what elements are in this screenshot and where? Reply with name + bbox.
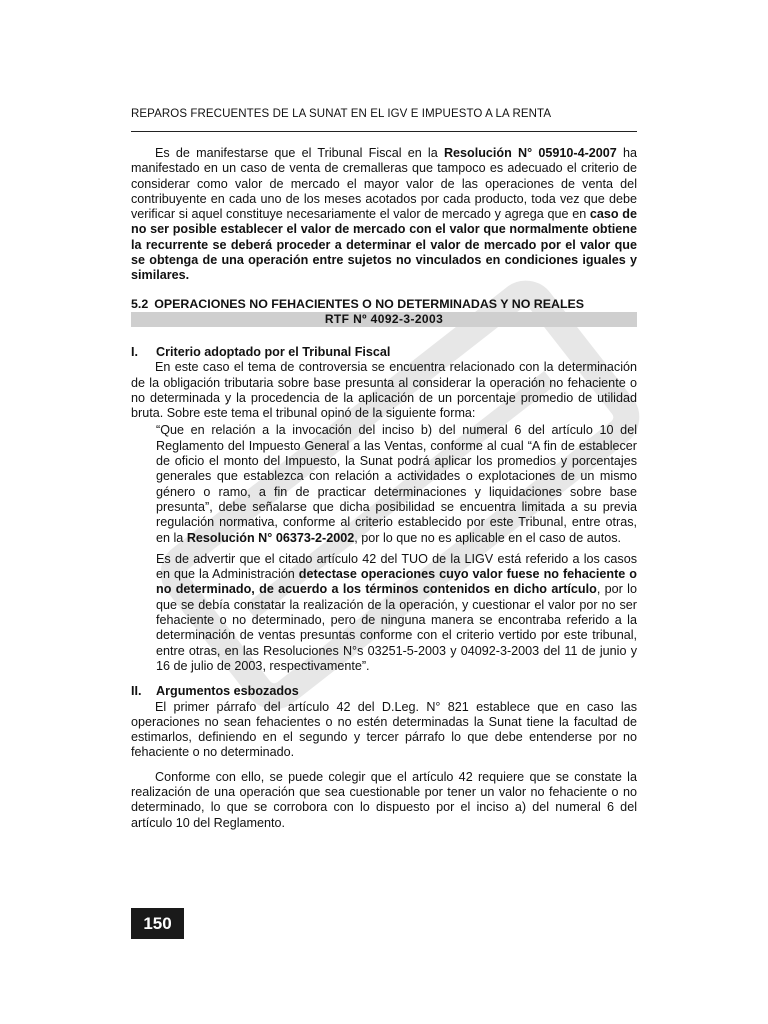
section-number: 5.2	[131, 296, 149, 311]
part1-heading	[131, 345, 637, 360]
part2-heading	[131, 684, 637, 699]
part1-numeral: I.	[131, 344, 138, 359]
section-title: OPERACIONES NO FEHACIENTES O NO DETERMINADAS Y NO REALES	[154, 296, 585, 311]
part1-paragraph: En este caso el tema de controversia se encuentra relacionado con la determinación de la obligación tributaria sobre base presunta al considerar la operación no fehaciente o no determinada y la procedencia de la aplicación de un porcentaje promedio de utilidad bruta. Sobre este tema el tribunal opinó de la siguiente forma:	[131, 360, 637, 421]
part2-paragraph-2: Conforme con ello, se puede colegir que el artículo 42 requiere que se constate la realización de una operación que sea cuestionable por tener un valor no fehaciente o no determinado, lo que se corrobora con lo dispuesto por el inciso a) del numeral 6 del artículo 10 del Reglamento.	[131, 769, 637, 830]
body-content	[131, 146, 637, 831]
rtf-band: RTF Nº 4092-3-2003	[131, 312, 637, 327]
intro-paragraph: Es de manifestarse que el Tribunal Fiscal en la Resolución N° 05910-4-2007 ha manifestado en un caso de venta de cremalleras que tampoco es adecuado el criterio de considerar como valor de mercado el mayor valor de las operaciones de venta del contribuyente en cada uno de los meses acotados por cada producto, toda vez que debe verificar si aquel constituye necesariamente el valor de mercado y agrega que en caso de no ser posible establecer el valor de mercado con el valor que normalmente obtiene la recurrente se deberá proceder a determinar el valor de mercado por el valor que se obtenga de una operación entre sujetos no vinculados en condiciones iguales y similares.	[131, 146, 637, 283]
part2-numeral: II.	[131, 684, 142, 699]
header-divider	[131, 131, 637, 132]
part2-title: Argumentos esbozados	[156, 684, 299, 699]
part2-paragraph-1: El primer párrafo del artículo 42 del D.Leg. N° 821 establece que en caso las operaciones no sean fehacientes o no estén determinadas la Sunat tiene la facultad de estimarlos, definiendo en el segundo y tercer párrafo lo que debe entenderse por no fehaciente o no determinado.	[131, 699, 637, 760]
quote-paragraph: “Que en relación a la invocación del inciso b) del numeral 6 del artículo 10 del Reglamento del Impuesto General a las Ventas, conforme al cual “A fin de establecer de oficio el monto del Impuesto, la Sunat podrá aplicar los promedios y porcentajes generales que establezca con relación a actividades o explotaciones de un mismo género o ramo, a fin de practicar determinaciones y liquidaciones sobre base presunta”, debe señalarse que dicha posibilidad se encuentra limitada a su previa regulación normativa, conforme al criterio establecido por este Tribunal, entre otras, en la Resolución N° 06373-2-2002, por lo que no es aplicable en el caso de autos.	[156, 423, 637, 545]
running-header: REPAROS FRECUENTES DE LA SUNAT EN EL IGV E IMPUESTO A LA RENTA	[131, 108, 552, 120]
page-number-badge: 150	[131, 908, 184, 939]
part1-title: Criterio adoptado por el Tribunal Fiscal	[156, 344, 391, 359]
quote-paragraph-continued: Es de advertir que el citado artículo 42 del TUO de la LIGV está referido a los casos en que la Administración detectase operaciones cuyo valor fuese no fehaciente o no determinado, de acuerdo a los términos contenidos en dicho artículo, por lo que se debía constatar la realización de la operación, y cuestionar el valor por no ser fehaciente o no determinado, pero de ninguna manera se encontraba referido a la determinación de ventas presuntas conforme con el criterio vertido por este tribunal, entre otras, en las Resoluciones N°s 03251-5-2003 y 04092-3-2003 del 11 de junio y 16 de julio de 2003, respectivamente”.	[156, 551, 637, 673]
section-heading	[131, 297, 637, 312]
